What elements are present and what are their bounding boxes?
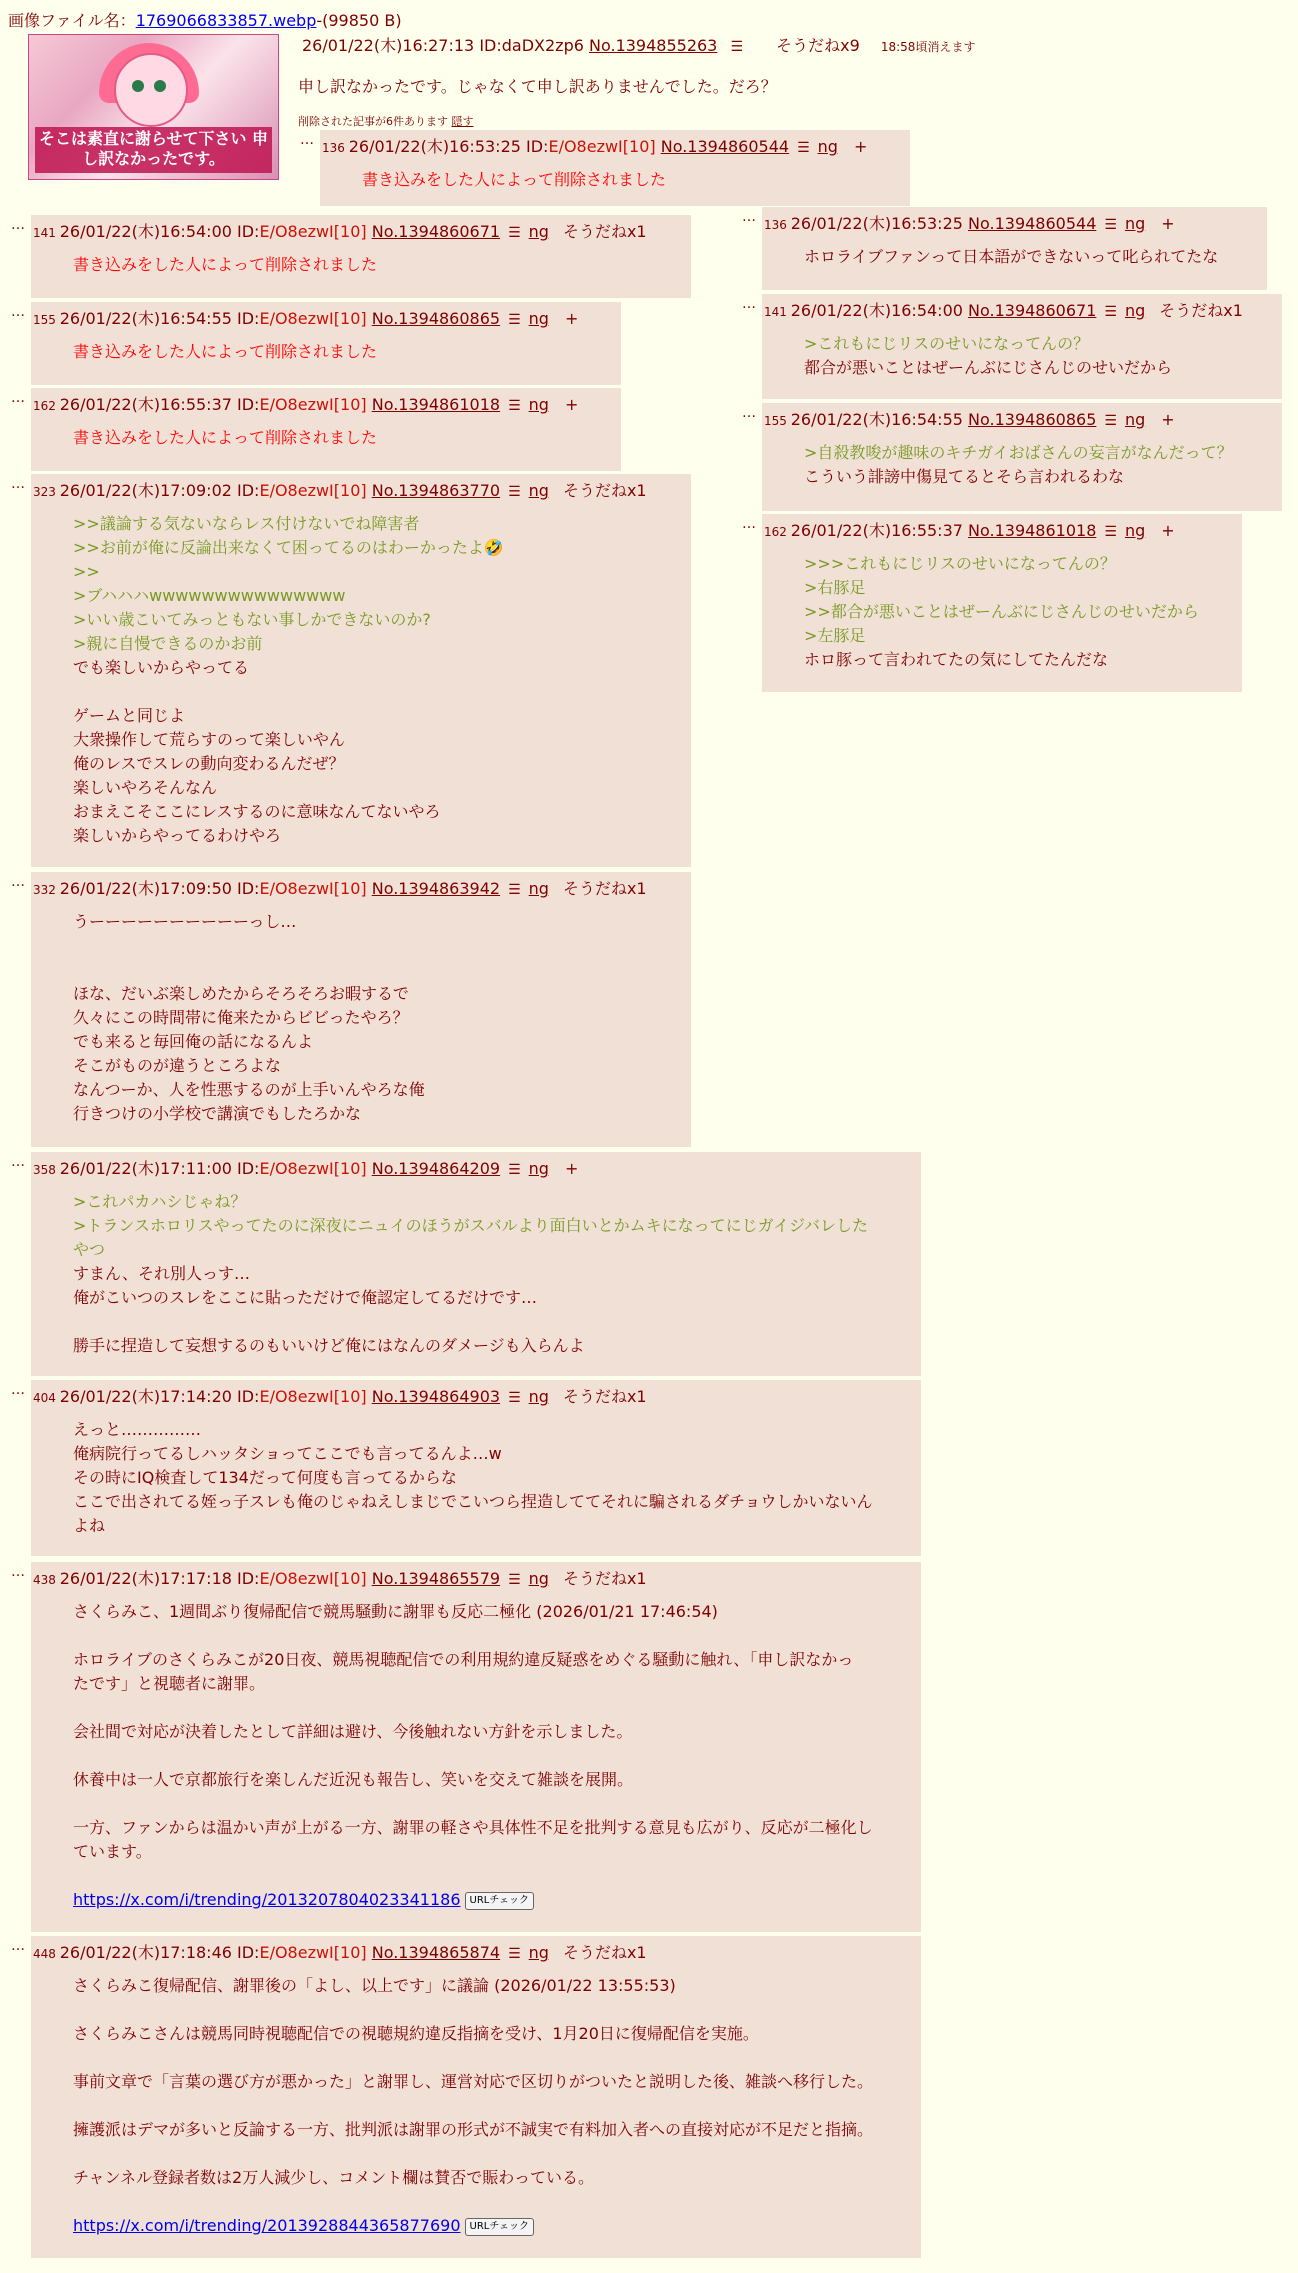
reply-id[interactable]: E/O8ezwI[10] bbox=[259, 309, 367, 328]
op-thumbnail[interactable] bbox=[28, 34, 279, 180]
reply-id[interactable]: E/O8ezwI[10] bbox=[548, 137, 656, 156]
reply-datetime: 26/01/22(木)17:11:00 bbox=[59, 1159, 238, 1178]
reply-line: さくらみこ、1週間ぶり復帰配信で競馬騒動に謝罪も反応二極化 (2026/01/21 17:46:54) bbox=[73, 1602, 718, 1621]
reply-datetime: 26/01/22(木)17:18:46 bbox=[59, 1943, 238, 1962]
plus-button[interactable]: + bbox=[1161, 214, 1175, 233]
reply-id[interactable]: E/O8ezwI[10] bbox=[259, 1569, 367, 1588]
ng-link[interactable]: ng bbox=[1124, 521, 1146, 540]
sodane-button[interactable]: そうだねx1 bbox=[562, 1387, 647, 1406]
reply-line: 俺病院行ってるしハッタショってここでも言ってるんよ…w bbox=[73, 1444, 502, 1463]
reply-dots: … bbox=[11, 1938, 25, 1954]
reply-datetime: 26/01/22(木)17:09:02 bbox=[59, 481, 238, 500]
ng-link[interactable]: ng bbox=[817, 137, 838, 156]
reply-datetime: 26/01/22(木)16:55:37 bbox=[59, 395, 238, 414]
op-no[interactable]: No.1394855263 bbox=[589, 36, 718, 55]
reply-meta bbox=[33, 306, 578, 329]
reply-line: チャンネル登録者数は2万人減少し、コメント欄は賛否で賑わっている。 bbox=[73, 2168, 595, 2187]
reply-no[interactable]: No.1394865874 bbox=[371, 1943, 501, 1962]
reply-line: 休養中は一人で京都旅行を楽しんだ近況も報告し、笑いを交えて雑談を展開。 bbox=[73, 1770, 634, 1789]
plus-button[interactable]: + bbox=[564, 395, 579, 414]
reply-line: その時にIQ検査して134だって何度も言ってるからな bbox=[73, 1468, 457, 1487]
reply-line bbox=[73, 1998, 901, 2022]
reply-body bbox=[73, 1418, 901, 1538]
reply-post bbox=[31, 1152, 921, 1376]
reply-line: たです」と視聴者に謝罪。 bbox=[73, 1674, 266, 1693]
ng-link[interactable]: ng bbox=[528, 1569, 549, 1588]
menu-icon[interactable]: ☰ bbox=[1104, 413, 1117, 429]
reply-line: さくらみこさんは競馬同時視聴配信での視聴規約違反指摘を受け、1月20日に復帰配信を実施。 bbox=[73, 2024, 759, 2043]
thumb-eye bbox=[154, 80, 166, 92]
quote-line: やつ bbox=[73, 1240, 106, 1259]
reply-body bbox=[804, 245, 1247, 269]
reply-id[interactable]: E/O8ezwI[10] bbox=[259, 1387, 367, 1406]
reply-id-label[interactable]: ID: bbox=[237, 222, 260, 241]
reply-id-label[interactable]: ID: bbox=[237, 879, 260, 898]
reply-line: 事前文章で「言葉の選び方が悪かった」と謝罪し、運営対応で区切りがついたと説明した後、雑談へ移行した。 bbox=[73, 2072, 874, 2091]
reply-line: 一方、ファンからは温かい声が上がる一方、謝罪の軽さや具体性不足を批判する意見も広がり、反応が二極化し bbox=[73, 1818, 873, 1837]
deleted-message: 書き込みをした人によって削除されました bbox=[73, 342, 378, 361]
reply-body bbox=[73, 426, 601, 450]
ng-link[interactable]: ng bbox=[528, 395, 549, 414]
op-datetime: 26/01/22(木)16:27:13 bbox=[302, 36, 475, 55]
reply-line: うーーーーーーーーーーっし… bbox=[73, 912, 297, 931]
reply-meta bbox=[33, 392, 578, 415]
reply-no[interactable]: No.1394863770 bbox=[371, 481, 501, 500]
reply-line: さくらみこ復帰配信、謝罪後の「よし、以上です」に議論 (2026/01/22 13:55:53) bbox=[73, 1976, 676, 1995]
plus-button[interactable]: + bbox=[564, 309, 579, 328]
reply-dots: … bbox=[742, 296, 756, 312]
reply-dots: … bbox=[11, 1382, 25, 1398]
menu-icon[interactable]: ☰ bbox=[1104, 304, 1117, 320]
reply-post bbox=[762, 294, 1282, 399]
reply-no[interactable]: No.1394861018 bbox=[371, 395, 501, 414]
reply-line bbox=[73, 934, 671, 958]
reply-line bbox=[73, 1744, 901, 1768]
op-sodane[interactable]: そうだねx9 bbox=[776, 36, 860, 55]
url-check-button[interactable]: URLチェック bbox=[465, 1892, 535, 1910]
quote-line: >>議論する気ないならレス付けないでね障害者 bbox=[73, 514, 420, 533]
reply-no[interactable]: No.1394860544 bbox=[968, 214, 1097, 233]
reply-number: 141 bbox=[33, 226, 60, 240]
file-info bbox=[8, 8, 402, 31]
reply-id-label[interactable]: ID: bbox=[237, 309, 260, 328]
sodane-button[interactable]: そうだねx1 bbox=[562, 222, 647, 241]
reply-line: よね bbox=[73, 1516, 106, 1535]
reply-post bbox=[31, 1936, 921, 2258]
ng-link[interactable]: ng bbox=[1124, 301, 1146, 320]
reply-post bbox=[31, 388, 621, 471]
reply-line bbox=[73, 680, 671, 704]
reply-meta bbox=[33, 1156, 578, 1179]
reply-line bbox=[73, 2190, 901, 2214]
menu-icon[interactable]: ☰ bbox=[508, 1162, 521, 1178]
reply-number: 323 bbox=[33, 485, 60, 499]
reply-line bbox=[73, 2214, 901, 2238]
op-meta bbox=[302, 33, 975, 56]
reply-body bbox=[804, 552, 1222, 672]
op-text: 申し訳なかったです。じゃなくて申し訳ありませんでした。だろ？ bbox=[298, 77, 777, 96]
reply-line: そこがものが違うところよな bbox=[73, 1056, 282, 1075]
reply-number: 141 bbox=[764, 305, 791, 319]
menu-icon[interactable]: ☰ bbox=[797, 140, 810, 156]
reply-no[interactable]: No.1394861018 bbox=[968, 521, 1097, 540]
reply-id[interactable]: E/O8ezwI[10] bbox=[259, 879, 367, 898]
reply-dots: … bbox=[11, 874, 25, 890]
deleted-note: 削除された記事が6件あります 隠す bbox=[298, 115, 474, 128]
reply-line bbox=[73, 958, 671, 982]
sodane-button[interactable]: そうだねx1 bbox=[562, 1569, 647, 1588]
url-link[interactable]: https://x.com/i/trending/2013928844365877690 bbox=[73, 2216, 461, 2235]
reply-number: 155 bbox=[33, 313, 60, 327]
reply-dots: … bbox=[742, 209, 756, 225]
reply-number: 358 bbox=[33, 1163, 60, 1177]
reply-line: 楽しいやろそんなん bbox=[73, 778, 218, 797]
sodane-button[interactable]: そうだねx1 bbox=[562, 1943, 647, 1962]
reply-line: 擁護派はデマが多いと反論する一方、批判派は謝罪の形式が不誠実で有料加入者への直接対応が不足だと指摘。 bbox=[73, 2120, 874, 2139]
reply-line: ゲームと同じよ bbox=[73, 706, 186, 725]
sodane-button[interactable]: そうだねx1 bbox=[562, 879, 647, 898]
reply-dots: … bbox=[11, 304, 25, 320]
reply-number: 438 bbox=[33, 1573, 60, 1587]
reply-id[interactable]: E/O8ezwI[10] bbox=[259, 222, 367, 241]
reply-post bbox=[31, 474, 691, 867]
reply-line: ホロライブファンって日本語ができないって叱られてたな bbox=[804, 247, 1219, 266]
reply-no[interactable]: No.1394864903 bbox=[371, 1387, 501, 1406]
reply-datetime: 26/01/22(木)16:54:00 bbox=[59, 222, 238, 241]
reply-line: おまえこそここにレスするのに意味なんてないやろ bbox=[73, 802, 441, 821]
menu-icon[interactable]: ☰ bbox=[508, 1572, 521, 1588]
reply-line: 都合が悪いことはぜーんぶにじさんじのせいだから bbox=[804, 358, 1173, 377]
url-link[interactable]: https://x.com/i/trending/2013207804023341186 bbox=[73, 1890, 461, 1909]
reply-no[interactable]: No.1394863942 bbox=[371, 879, 501, 898]
file-size: -(99850 B) bbox=[316, 11, 402, 30]
quote-line: >>都合が悪いことはぜーんぶにじさんじのせいだから bbox=[804, 602, 1199, 621]
op-expire: 18:58頃消えます bbox=[880, 40, 976, 54]
reply-id-label[interactable]: ID: bbox=[237, 395, 260, 414]
reply-body bbox=[73, 910, 671, 1126]
reply-body bbox=[73, 340, 601, 364]
menu-icon[interactable]: ☰ bbox=[1104, 217, 1117, 233]
reply-id-label[interactable]: ID: bbox=[237, 481, 260, 500]
reply-id-label[interactable]: ID: bbox=[526, 137, 549, 156]
reply-datetime: 26/01/22(木)16:55:37 bbox=[790, 521, 969, 540]
reply-dots: … bbox=[300, 132, 314, 148]
quote-line: >>お前が俺に反論出来なくて困ってるのはわーかったよ🤣 bbox=[73, 538, 504, 557]
quote-line: >トランスホロリスやってたのに深夜にニュイのほうがスバルより面白いとかムキになってにじガイジバレした bbox=[73, 1216, 869, 1235]
reply-no[interactable]: No.1394864209 bbox=[371, 1159, 501, 1178]
thumb-face bbox=[114, 53, 188, 127]
reply-line: ここで出されてる姪っ子スレも俺のじゃねえしまじでこいつら捏造しててそれに騙されるダチョウしかいないん bbox=[73, 1492, 873, 1511]
reply-line: 行きつけの小学校で講演でもしたろかな bbox=[73, 1104, 362, 1123]
reply-body bbox=[73, 253, 671, 277]
file-label: 画像ファイル名： bbox=[8, 11, 136, 30]
reply-dots: … bbox=[11, 476, 25, 492]
plus-button[interactable]: + bbox=[1161, 410, 1175, 429]
reply-meta bbox=[764, 518, 1175, 541]
reply-line: こういう誹謗中傷見てるとそら言われるわな bbox=[804, 467, 1125, 486]
reply-id[interactable]: E/O8ezwI[10] bbox=[259, 481, 367, 500]
quote-line: >いい歳こいてみっともない事しかできないのか? bbox=[73, 610, 431, 629]
reply-id[interactable]: E/O8ezwI[10] bbox=[259, 1159, 367, 1178]
reply-post bbox=[31, 1562, 921, 1932]
ng-link[interactable]: ng bbox=[1124, 410, 1146, 429]
reply-post bbox=[31, 302, 621, 385]
reply-no[interactable]: No.1394860865 bbox=[371, 309, 501, 328]
reply-no[interactable]: No.1394860544 bbox=[660, 137, 790, 156]
reply-datetime: 26/01/22(木)17:17:18 bbox=[59, 1569, 238, 1588]
reply-id-label[interactable]: ID: bbox=[237, 1569, 260, 1588]
hide-link[interactable]: 隠す bbox=[451, 115, 474, 128]
ng-link[interactable]: ng bbox=[528, 879, 549, 898]
reply-meta bbox=[764, 211, 1175, 234]
menu-icon[interactable]: ☰ bbox=[508, 882, 521, 898]
sodane-button[interactable]: そうだねx1 bbox=[1159, 301, 1243, 320]
reply-datetime: 26/01/22(木)16:54:55 bbox=[59, 309, 238, 328]
reply-dots: … bbox=[742, 516, 756, 532]
reply-body bbox=[804, 332, 1262, 380]
reply-line: なんつーか、人を性悪するのが上手いんやろな俺 bbox=[73, 1080, 425, 1099]
reply-line: 勝手に捏造して妄想するのもいいけど俺にはなんのダメージも入らんよ bbox=[73, 1336, 585, 1355]
file-link[interactable]: 1769066833857.webp bbox=[135, 11, 317, 30]
ng-link[interactable]: ng bbox=[528, 1387, 549, 1406]
reply-no[interactable]: No.1394860865 bbox=[968, 410, 1097, 429]
reply-line bbox=[73, 1310, 901, 1334]
reply-dots: … bbox=[11, 390, 25, 406]
plus-button[interactable]: + bbox=[564, 1159, 579, 1178]
reply-meta bbox=[764, 407, 1175, 430]
reply-number: 136 bbox=[764, 218, 791, 232]
reply-datetime: 26/01/22(木)16:53:25 bbox=[790, 214, 969, 233]
ng-link[interactable]: ng bbox=[528, 309, 549, 328]
quote-line: >自殺教唆が趣味のキチガイおばさんの妄言がなんだって？ bbox=[804, 443, 1233, 462]
quote-line: >> bbox=[73, 562, 100, 581]
reply-number: 136 bbox=[322, 141, 349, 155]
reply-line: 俺がこいつのスレをここに貼っただけで俺認定してるだけです… bbox=[73, 1288, 538, 1307]
quote-line: >親に自慢できるのかお前 bbox=[73, 634, 263, 653]
reply-post bbox=[762, 514, 1242, 692]
reply-line: でも楽しいからやってる bbox=[73, 658, 250, 677]
sodane-button[interactable]: そうだねx1 bbox=[562, 481, 647, 500]
reply-post bbox=[762, 403, 1282, 511]
reply-datetime: 26/01/22(木)16:53:25 bbox=[348, 137, 527, 156]
reply-meta bbox=[764, 298, 1243, 321]
reply-datetime: 26/01/22(木)17:09:50 bbox=[59, 879, 238, 898]
reply-meta bbox=[33, 219, 647, 242]
reply-line: すまん、それ別人っす… bbox=[73, 1264, 250, 1283]
url-check-button[interactable]: URLチェック bbox=[465, 2218, 535, 2236]
reply-line bbox=[73, 1888, 901, 1912]
reply-number: 162 bbox=[33, 399, 60, 413]
menu-icon[interactable]: ☰ bbox=[508, 1946, 521, 1962]
reply-no[interactable]: No.1394860671 bbox=[968, 301, 1097, 320]
reply-datetime: 26/01/22(木)17:14:20 bbox=[59, 1387, 238, 1406]
reply-number: 155 bbox=[764, 414, 791, 428]
reply-number: 404 bbox=[33, 1391, 60, 1405]
reply-datetime: 26/01/22(木)16:54:00 bbox=[790, 301, 969, 320]
reply-line bbox=[73, 2094, 901, 2118]
reply-meta bbox=[322, 134, 867, 157]
reply-post bbox=[31, 1380, 921, 1556]
reply-meta bbox=[33, 478, 647, 501]
reply-meta bbox=[33, 1566, 647, 1589]
quote-line: >これもにじリスのせいになってんの？ bbox=[804, 334, 1090, 353]
reply-line: ほな、だいぶ楽しめたからそろそろお暇するで bbox=[73, 984, 409, 1003]
reply-body bbox=[362, 168, 890, 192]
quote-line: >左豚足 bbox=[804, 626, 866, 645]
quote-line: >右豚足 bbox=[804, 578, 866, 597]
reply-line: ています。 bbox=[73, 1842, 152, 1861]
reply-body bbox=[73, 1974, 901, 2238]
deleted-message: 書き込みをした人によって削除されました bbox=[73, 255, 378, 274]
quote-line: >これパカハシじゃね？ bbox=[73, 1192, 247, 1211]
reply-meta bbox=[33, 1940, 647, 1963]
reply-body bbox=[804, 441, 1262, 489]
ng-link[interactable]: ng bbox=[1124, 214, 1146, 233]
reply-line bbox=[73, 1792, 901, 1816]
quote-line: >>>これもにじリスのせいになってんの？ bbox=[804, 554, 1116, 573]
reply-body bbox=[73, 1190, 901, 1358]
reply-post bbox=[31, 872, 691, 1147]
plus-button[interactable]: + bbox=[1161, 521, 1175, 540]
reply-line: 楽しいからやってるわけやろ bbox=[73, 826, 282, 845]
menu-icon[interactable]: ☰ bbox=[508, 225, 521, 241]
reply-line bbox=[73, 1696, 901, 1720]
reply-line: でも来ると毎回俺の話になるんよ bbox=[73, 1032, 314, 1051]
op-id[interactable]: ID:daDX2zp6 bbox=[479, 36, 584, 55]
reply-body bbox=[73, 512, 671, 848]
deleted-message: 書き込みをした人によって削除されました bbox=[362, 170, 667, 189]
deleted-message: 書き込みをした人によって削除されました bbox=[73, 428, 378, 447]
reply-line: 会社間で対応が決着したとして詳細は避け、今後触れない方針を示しました。 bbox=[73, 1722, 633, 1741]
reply-line: 久々にこの時間帯に俺来たからビビったやろ？ bbox=[73, 1008, 409, 1027]
reply-datetime: 26/01/22(木)16:54:55 bbox=[790, 410, 969, 429]
reply-meta bbox=[33, 876, 647, 899]
reply-line: えっと…………… bbox=[73, 1420, 202, 1439]
reply-dots: … bbox=[11, 217, 25, 233]
plus-button[interactable]: + bbox=[853, 137, 868, 156]
reply-id-label[interactable]: ID: bbox=[237, 1387, 260, 1406]
reply-number: 448 bbox=[33, 1947, 60, 1961]
reply-line: 俺のレスでスレの動向変わるんだぜ？ bbox=[73, 754, 345, 773]
quote-line: >ブハハハwwwwwwwwwwwwwww bbox=[73, 586, 346, 605]
reply-line bbox=[73, 2142, 901, 2166]
reply-no[interactable]: No.1394860671 bbox=[371, 222, 501, 241]
reply-post bbox=[762, 207, 1267, 290]
reply-id-label[interactable]: ID: bbox=[237, 1159, 260, 1178]
menu-icon[interactable]: ☰ bbox=[508, 484, 521, 500]
reply-dots: … bbox=[11, 1564, 25, 1580]
thumb-caption: そこは素直に謝らせて下さい 申し訳なかったです。 bbox=[35, 127, 272, 173]
reply-post bbox=[320, 130, 910, 206]
reply-dots: … bbox=[11, 1154, 25, 1170]
reply-line bbox=[73, 1864, 901, 1888]
reply-line: ホロ豚って言われてたの気にしてたんだな bbox=[804, 650, 1109, 669]
reply-number: 332 bbox=[33, 883, 60, 897]
ng-link[interactable]: ng bbox=[528, 1159, 549, 1178]
menu-icon[interactable]: ☰ bbox=[1104, 524, 1117, 540]
reply-id[interactable]: E/O8ezwI[10] bbox=[259, 395, 367, 414]
reply-id-label[interactable]: ID: bbox=[237, 1943, 260, 1962]
menu-icon[interactable]: ☰ bbox=[508, 312, 521, 328]
ng-link[interactable]: ng bbox=[528, 1943, 549, 1962]
reply-line bbox=[73, 1624, 901, 1648]
reply-line: 大衆操作して荒らすのって楽しいやん bbox=[73, 730, 345, 749]
thumb-eye bbox=[132, 80, 144, 92]
reply-no[interactable]: No.1394865579 bbox=[371, 1569, 501, 1588]
op-menu-icon[interactable]: ☰ bbox=[730, 39, 744, 55]
menu-icon[interactable]: ☰ bbox=[508, 1390, 521, 1406]
ng-link[interactable]: ng bbox=[528, 481, 549, 500]
menu-icon[interactable]: ☰ bbox=[508, 398, 521, 414]
reply-post bbox=[31, 215, 691, 298]
ng-link[interactable]: ng bbox=[528, 222, 549, 241]
reply-body bbox=[73, 1600, 901, 1912]
reply-line: ホロライブのさくらみこが20日夜、競馬視聴配信での利用規約違反疑惑をめぐる騒動に触れ、「申し訳なかっ bbox=[73, 1650, 854, 1669]
reply-meta bbox=[33, 1384, 647, 1407]
reply-number: 162 bbox=[764, 525, 791, 539]
reply-line bbox=[73, 2046, 901, 2070]
reply-dots: … bbox=[742, 405, 756, 421]
reply-id[interactable]: E/O8ezwI[10] bbox=[259, 1943, 367, 1962]
